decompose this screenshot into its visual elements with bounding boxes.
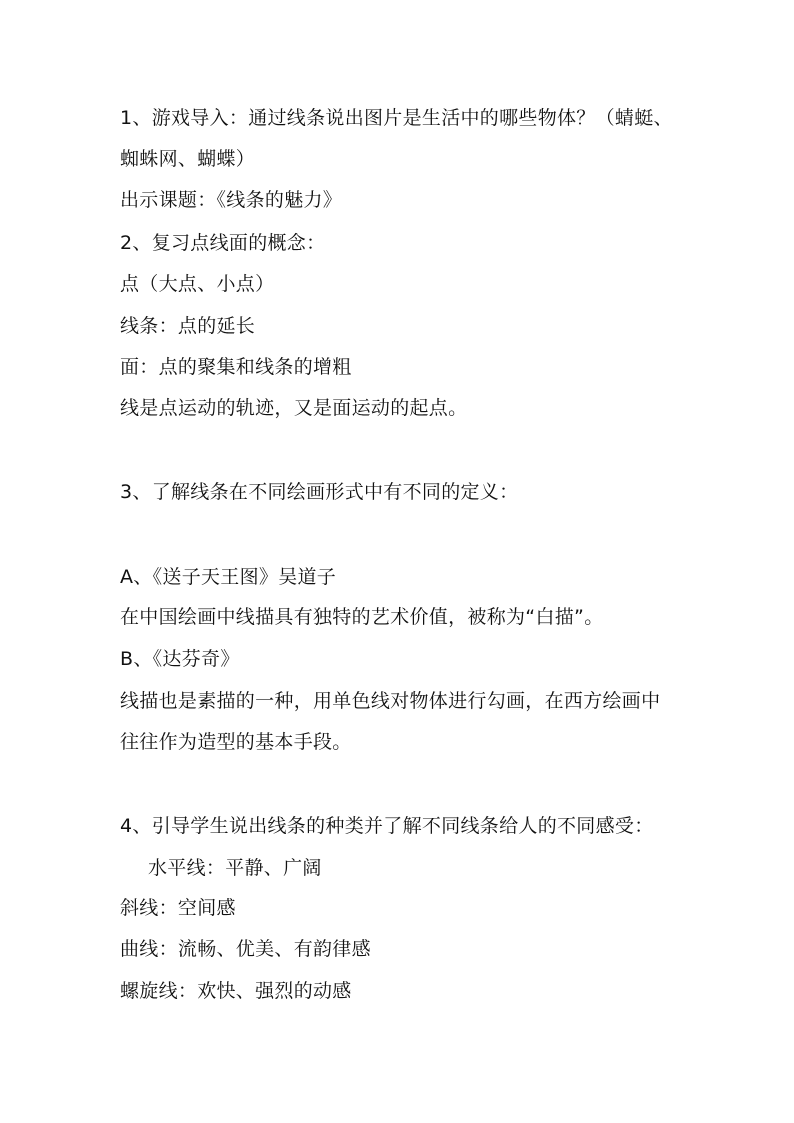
- section-2-heading: 2、复习点线面的概念：: [120, 232, 326, 254]
- plane-definition: 面：点的聚集和线条的增粗: [120, 356, 352, 378]
- curve-line-feeling: 曲线：流畅、优美、有韵律感: [120, 938, 371, 960]
- section-1-intro-line1: 1、游戏导入：通过线条说出图片是生活中的哪些物体？（蜻蜓、: [120, 107, 673, 129]
- item-a-description: 在中国绘画中线描具有独特的艺术价值，被称为“白描”。: [120, 606, 604, 628]
- item-b-description-line1: 线描也是素描的一种，用单色线对物体进行勾画，在西方绘画中: [120, 690, 661, 712]
- section-3-heading: 3、了解线条在不同绘画形式中有不同的定义：: [120, 481, 519, 503]
- lesson-title-line: 出示课题：《线条的魅力》: [120, 189, 343, 211]
- spiral-line-feeling: 螺旋线：欢快、强烈的动感: [120, 980, 352, 1002]
- point-definition: 点（大点、小点）: [120, 273, 275, 295]
- item-b-description-line2: 往往作为造型的基本手段。: [120, 731, 352, 753]
- item-b-title: B、《达芬奇》: [120, 648, 240, 670]
- line-definition: 线条：点的延长: [120, 315, 256, 337]
- horizontal-line-feeling: 水平线：平静、广阔: [148, 857, 322, 879]
- item-a-title: A、《送子天王图》吴道子: [120, 566, 337, 588]
- diagonal-line-feeling: 斜线：空间感: [120, 897, 236, 919]
- section-4-heading: 4、引导学生说出线条的种类并了解不同线条给人的不同感受：: [120, 815, 654, 837]
- section-1-intro-line2: 蜘蛛网、蝴蝶）: [120, 148, 256, 170]
- line-trajectory-statement: 线是点运动的轨迹，又是面运动的起点。: [120, 397, 468, 419]
